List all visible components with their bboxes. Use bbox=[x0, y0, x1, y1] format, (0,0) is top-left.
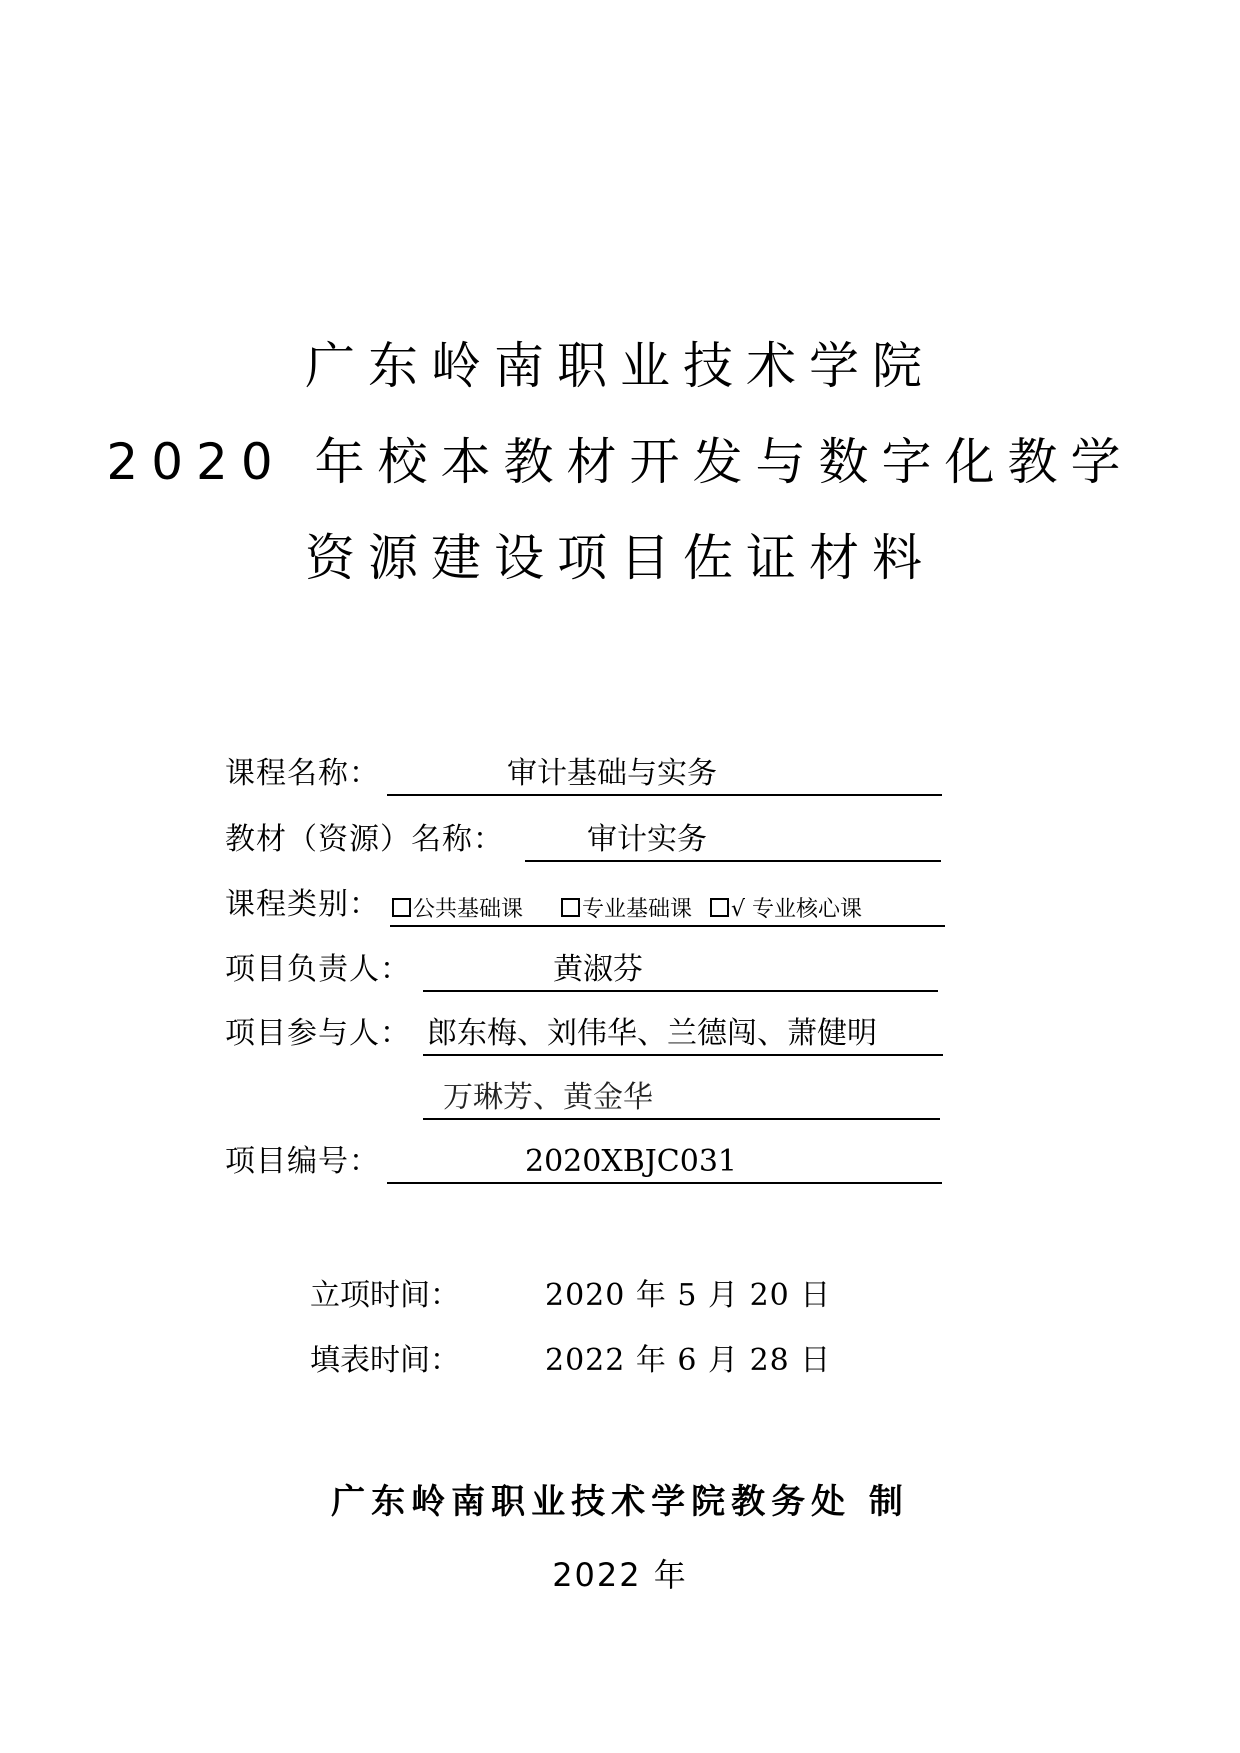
checkbox-icon bbox=[710, 898, 729, 917]
material-name-label: 教材（资源）名称： bbox=[225, 822, 504, 857]
project-members-value-1: 郎东梅、刘伟华、兰德闯、萧健明 bbox=[427, 1016, 877, 1051]
project-leader-field[interactable] bbox=[423, 950, 938, 992]
fill-date-row bbox=[310, 1343, 832, 1379]
project-members-field-2[interactable] bbox=[423, 1078, 940, 1120]
project-leader-value: 黄淑芬 bbox=[553, 952, 643, 987]
course-category-field bbox=[390, 889, 945, 927]
checkbox-icon bbox=[561, 898, 580, 917]
title-line-2: 2020 年校本教材开发与数字化教学 bbox=[106, 433, 1134, 491]
material-name-field[interactable] bbox=[525, 820, 941, 862]
project-number-label: 项目编号： bbox=[225, 1144, 380, 1179]
course-name-field[interactable] bbox=[387, 754, 942, 796]
course-name-label: 课程名称： bbox=[225, 756, 380, 791]
issuer-line: 广东岭南职业技术学院教务处 制 bbox=[331, 1482, 909, 1522]
title-line-3: 资源建设项目佐证材料 bbox=[305, 529, 935, 587]
project-members-value-2: 万琳芳、黄金华 bbox=[443, 1080, 653, 1115]
project-leader-label: 项目负责人： bbox=[225, 952, 411, 987]
category-option-professional-core[interactable]: √ 专业核心课 bbox=[710, 895, 862, 925]
project-members-field-1[interactable] bbox=[423, 1014, 943, 1056]
fill-date-value: 2022 年 6 月 28 日 bbox=[545, 1343, 832, 1378]
course-name-value: 审计基础与实务 bbox=[507, 756, 717, 791]
approval-date-label: 立项时间： bbox=[310, 1278, 460, 1313]
material-name-value: 审计实务 bbox=[587, 822, 707, 857]
approval-date-value: 2020 年 5 月 20 日 bbox=[545, 1278, 832, 1313]
category-option-professional-basic[interactable]: 专业基础课 bbox=[561, 895, 692, 925]
course-category-label: 课程类别： bbox=[225, 887, 380, 922]
project-number-value: 2020XBJC031 bbox=[525, 1144, 737, 1179]
fill-date-label: 填表时间： bbox=[310, 1343, 460, 1378]
category-option-public-basic[interactable]: 公共基础课 bbox=[392, 895, 523, 925]
project-members-label: 项目参与人： bbox=[225, 1016, 411, 1051]
approval-date-row bbox=[310, 1278, 832, 1314]
title-line-1: 广东岭南职业技术学院 bbox=[305, 337, 935, 395]
issue-year: 2022 年 bbox=[552, 1556, 688, 1594]
checkbox-icon bbox=[392, 898, 411, 917]
project-number-field[interactable] bbox=[387, 1142, 942, 1184]
